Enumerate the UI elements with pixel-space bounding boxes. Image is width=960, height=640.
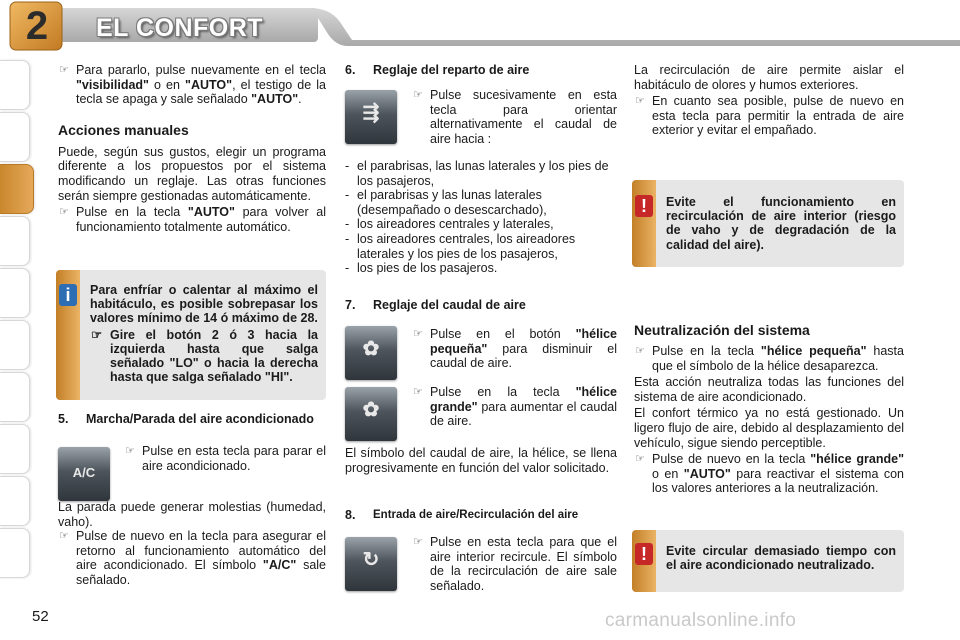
watermark: carmanualsonline.info bbox=[605, 610, 797, 631]
warning-text-2: Evite circular demasiado tiempo con el aire acondicionado neutralizado. bbox=[666, 544, 896, 573]
s7-bullet-2: ☞ Pulse en la tecla "hélice grande" para aumentar el caudal de aire. bbox=[413, 385, 617, 429]
pointing-hand-icon: ☞ bbox=[635, 95, 645, 108]
recirculation-paragraph: La recirculación de aire permite aislar el habitáculo de olores y humos exteriores. bbox=[634, 63, 904, 92]
chapter-tab[interactable] bbox=[0, 60, 30, 110]
pointing-hand-icon: ☞ bbox=[413, 328, 423, 340]
chapter-number: 2 bbox=[25, 4, 49, 48]
list-item: - el parabrisas y las lunas laterales (desempañado o desescarchado), bbox=[345, 188, 547, 217]
page-number: 52 bbox=[32, 608, 49, 625]
info-icon: i bbox=[59, 284, 77, 306]
column-left bbox=[58, 63, 326, 234]
pointing-hand-icon: ☞ bbox=[59, 64, 69, 76]
s5-bullet-2: ☞ Pulse de nuevo en la tecla para asegurar el retorno al funcionamiento automático del aire acondicionado. El símbolo "A/C" sale señalado. bbox=[59, 529, 326, 587]
intro-bullet: ☞ Para pararlo, pulse nuevamente en el tecla "visibilidad" o en "AUTO", el testigo de la tecla se apaga y sale señalado "AUTO". bbox=[59, 63, 326, 107]
ac-button[interactable]: A/C bbox=[58, 447, 110, 501]
neutral-bullet-2: ☞ Pulse de nuevo en la tecla "hélice grande" o en "AUTO" para reactivar el sistema con los valores anteriores a la neutralización. bbox=[635, 452, 905, 496]
neutral-bullet-1: ☞ Pulse en la tecla "hélice pequeña" hasta que el símbolo de la hélice desaparezca. bbox=[635, 344, 904, 373]
chapter-tab[interactable] bbox=[0, 268, 30, 318]
s5-paragraph: La parada puede generar molestias (humedad, vaho). bbox=[58, 500, 326, 529]
recirculation-button[interactable] bbox=[345, 537, 397, 591]
s6-bullet: ☞ Pulse sucesivamente en esta tecla para orientar alternativamente el caudal de aire hacia : bbox=[413, 88, 617, 146]
list-item: - el parabrisas, las lunas laterales y los pies de los pasajeros, bbox=[345, 159, 609, 188]
air-distribution-icon: ⇶ bbox=[362, 102, 380, 124]
air-distribution-button[interactable] bbox=[345, 90, 397, 144]
pointing-hand-icon: ☞ bbox=[413, 89, 423, 101]
list-item: - los pies de los pasajeros. bbox=[345, 261, 498, 276]
chapter-tab[interactable] bbox=[0, 216, 30, 266]
chapter-tab[interactable] bbox=[0, 320, 30, 370]
warning-icon: ! bbox=[635, 543, 653, 565]
section-heading-neutral: Neutralización del sistema bbox=[634, 322, 810, 338]
page-header bbox=[0, 0, 960, 52]
chapter-tab-active[interactable] bbox=[0, 164, 34, 214]
section-5 bbox=[58, 412, 326, 427]
s6-list bbox=[345, 159, 617, 276]
s5-bullet: ☞ Pulse en esta tecla para parar el aire acondicionado. bbox=[125, 444, 326, 473]
pointing-hand-icon: ☞ bbox=[59, 206, 69, 219]
list-item: - los aireadores centrales y laterales, bbox=[345, 217, 554, 232]
large-fan-icon: ✿ bbox=[362, 399, 380, 421]
recirculation-bullet: ☞ En cuanto sea posible, pulse de nuevo en esta tecla para permitir la entrada de aire exterior y evitar el empañado. bbox=[635, 94, 904, 138]
section-5-heading: 5. Marcha/Parada del aire acondicionado bbox=[58, 412, 314, 426]
s7-paragraph: El símbolo del caudal de aire, la hélice, se llena progresivamente en función del valor solicitado. bbox=[345, 446, 617, 475]
pointing-hand-icon: ☞ bbox=[413, 536, 423, 548]
s7-bullet-1: ☞ Pulse en el botón "hélice pequeña" para disminuir el caudal de aire. bbox=[413, 327, 617, 371]
list-item: - los aireadores centrales, los aireadores laterales y los pies de los pasajeros, bbox=[345, 231, 576, 261]
warning-callout-1 bbox=[632, 180, 904, 267]
neutral-paragraph-1: Esta acción neutraliza todas las funciones del sistema de aire acondicionado. bbox=[634, 375, 904, 404]
chapter-tab[interactable] bbox=[0, 112, 30, 162]
manual-bullet: ☞ Pulse en la tecla "AUTO" para volver al funcionamiento totalmente automático. bbox=[59, 205, 326, 234]
fan-decrease-button[interactable] bbox=[345, 326, 397, 380]
chapter-tab[interactable] bbox=[0, 476, 30, 526]
pointing-hand-icon: ☞ bbox=[635, 345, 645, 357]
page-title: EL CONFORT bbox=[96, 14, 264, 42]
section-6-heading: 6. Reglaje del reparto de aire bbox=[345, 63, 530, 77]
pointing-hand-icon: ☞ bbox=[59, 530, 69, 543]
fan-increase-button[interactable] bbox=[345, 387, 397, 441]
neutral-paragraph-2: El confort térmico ya no está gestionado. Un ligero flujo de aire, debido al desplazamiento del vehículo, sigue siendo perceptible. bbox=[634, 406, 904, 450]
warning-icon: ! bbox=[635, 195, 653, 217]
info-callout-text: Para enfríar o calentar al máximo el habitáculo, es posible sobrepasar los valores mínimo de 14 ó máximo de 28. ☞ Gire el botón 2 ó 3 hacia la izquierda hasta que salga señalado "LO" o hacia la derecha hasta que salga señalado "HI". bbox=[90, 283, 318, 385]
section-heading-manual: Acciones manuales bbox=[58, 121, 189, 138]
chapter-tab[interactable] bbox=[0, 528, 30, 578]
info-callout bbox=[56, 270, 326, 400]
warning-text-1: Evite el funcionamiento en recirculación de aire interior (riesgo de vaho y de degradación de la calidad del aire). bbox=[666, 195, 896, 252]
chapter-tab[interactable] bbox=[0, 372, 30, 422]
pointing-hand-icon: ☞ bbox=[91, 327, 103, 342]
manual-paragraph: Puede, según sus gustos, elegir un programa diferente a los propuestos por el sistema modificando un reglaje. Las otras funciones serán siempre gestionadas automáticamente. bbox=[58, 144, 326, 203]
s8-bullet: ☞ Pulse en esta tecla para que el aire interior recircule. El símbolo de la recirculación de aire sale señalado. bbox=[413, 535, 617, 593]
chapter-tab[interactable] bbox=[0, 424, 30, 474]
pointing-hand-icon: ☞ bbox=[125, 445, 135, 457]
pointing-hand-icon: ☞ bbox=[635, 453, 645, 466]
recirculation-icon: ↻ bbox=[362, 549, 380, 571]
warning-callout-2 bbox=[632, 530, 904, 592]
pointing-hand-icon: ☞ bbox=[413, 386, 423, 398]
section-8-heading: 8. Entrada de aire/Recirculación del aire bbox=[345, 508, 579, 522]
section-7-heading: 7. Reglaje del caudal de aire bbox=[345, 298, 526, 312]
small-fan-icon: ✿ bbox=[362, 338, 380, 360]
